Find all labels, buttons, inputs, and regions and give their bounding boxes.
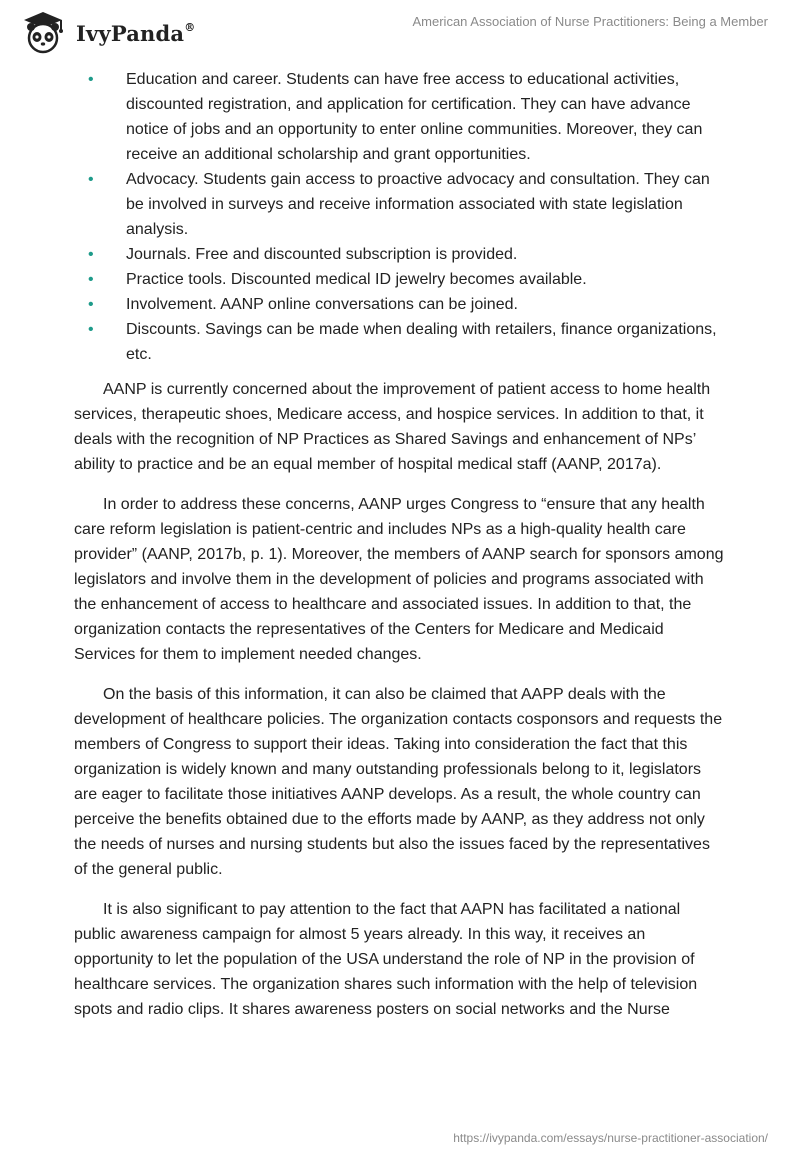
list-item — [74, 317, 726, 367]
list-item-text: Journals. Free and discounted subscription is provided. — [126, 246, 518, 263]
paragraph: It is also significant to pay attention to the fact that AAPN has facilitated a national public awareness campaign for almost 5 years already. In this way, it receives an opportunity to let the population of the USA understand the role of NP in the provision of healthcare services. The organization shares such information with the help of television spots and radio clips. It shares awareness posters on social networks and the Nurse — [74, 901, 698, 1018]
list-item-text: Involvement. AANP online conversations can be joined. — [126, 296, 518, 313]
site-logo[interactable] — [14, 8, 214, 56]
brand-name — [76, 21, 195, 46]
benefits-list — [74, 67, 726, 367]
list-item — [74, 267, 726, 292]
list-item-text: Discounts. Savings can be made when dealing with retailers, finance organizations, etc. — [126, 321, 717, 363]
bullet-dot-icon: • — [88, 321, 94, 338]
panda-graduate-icon — [14, 8, 72, 56]
bullet-dot-icon: • — [88, 246, 94, 263]
list-item-text: Education and career. Students can have free access to educational activities, discounted registration, and application for certification. They can have advance notice of jobs and an opportunity to enter online communities. Moreover, they can receive an additional scholarship and grant opportunities. — [126, 71, 703, 163]
bullet-dot-icon: • — [88, 271, 94, 288]
list-item — [74, 242, 726, 267]
list-item-text: Practice tools. Discounted medical ID jewelry becomes available. — [126, 271, 587, 288]
brand-label: IvyPanda — [76, 21, 185, 46]
bullet-dot-icon: • — [88, 296, 94, 313]
list-item — [74, 292, 726, 317]
page-header — [0, 0, 800, 60]
bullet-dot-icon: • — [88, 171, 94, 188]
list-item — [74, 167, 726, 242]
source-url[interactable]: https://ivypanda.com/essays/nurse-practitioner-association/ — [453, 1131, 768, 1145]
paragraph: On the basis of this information, it can also be claimed that AAPP deals with the development of healthcare policies. The organization contacts cosponsors and requests the members of Congress to support their ideas. Taking into consideration the fact that this organization is widely known and many outstanding professionals belong to it, legislators are eager to facilitate those initiatives AANP develops. As a result, the whole country can perceive the benefits obtained due to the efforts made by AANP, as they address not only the needs of nurses and nursing students but also the issues faced by the representatives of the general public. — [74, 686, 723, 878]
essay-content — [74, 67, 726, 1037]
paragraph: In order to address these concerns, AANP urges Congress to “ensure that any health care reform legislation is patient-centric and includes NPs as a high-quality health care provider” (AANP, 2017b, p. 1). Moreover, the members of AANP search for sponsors among legislators and involve them in the development of policies and programs associated with the enhancement of access to healthcare and associated issues. In addition to that, the organization contacts the representatives of the Centers for Medicare and Medicaid Services for them to implement needed changes. — [74, 496, 724, 663]
bullet-dot-icon: • — [88, 71, 94, 88]
list-item — [74, 67, 726, 167]
registered-mark: ® — [184, 21, 196, 34]
document-title: American Association of Nurse Practitioners: Being a Member — [412, 14, 768, 29]
paragraph: AANP is currently concerned about the improvement of patient access to home health services, therapeutic shoes, Medicare access, and hospice services. In addition to that, it deals with the recognition of NP Practices as Shared Savings and enhancement of NPs’ ability to practice and be an equal member of hospital medical staff (AANP, 2017a). — [74, 381, 711, 473]
list-item-text: Advocacy. Students gain access to proactive advocacy and consultation. They can be involved in surveys and receive information associated with state legislation analysis. — [126, 171, 710, 238]
